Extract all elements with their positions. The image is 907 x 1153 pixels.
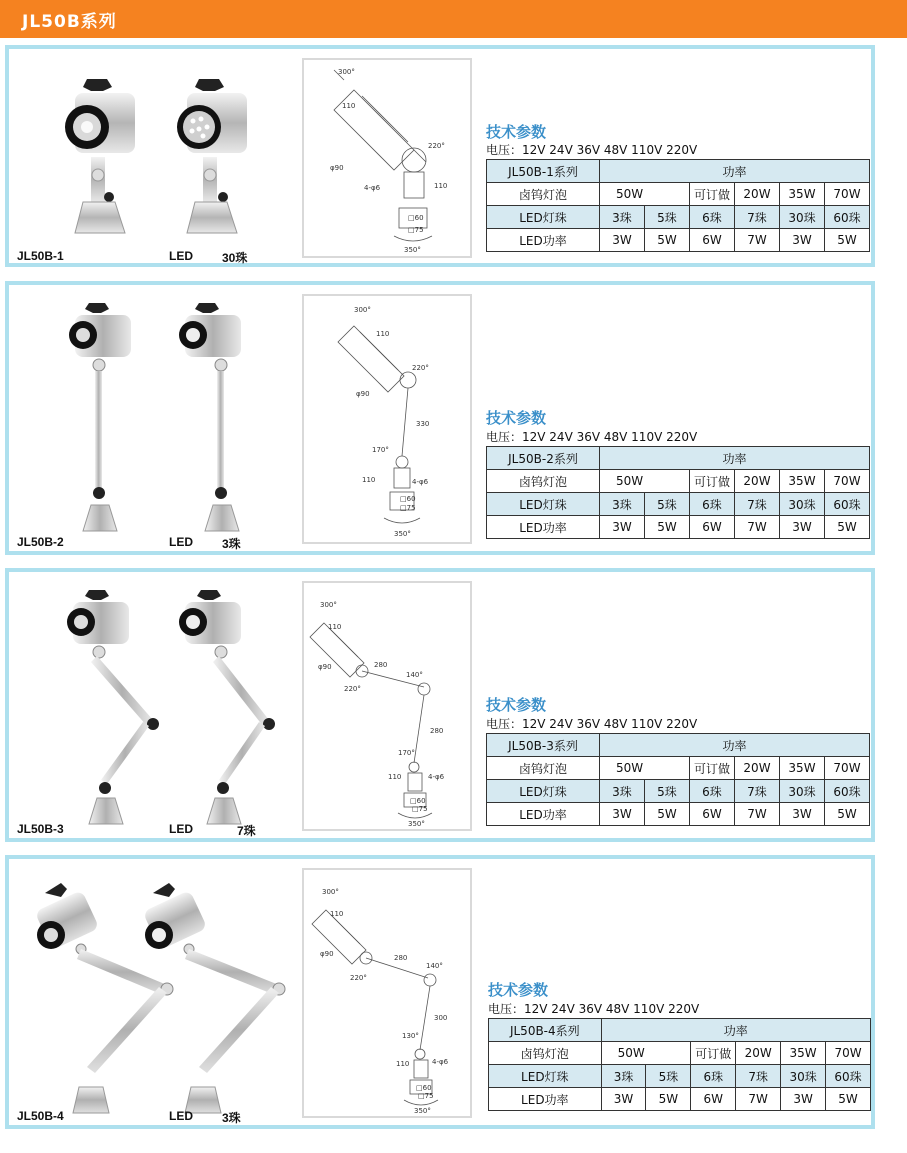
halogen-cell: 20W (735, 183, 780, 206)
svg-text:170°: 170° (372, 446, 389, 454)
svg-text:φ90: φ90 (356, 390, 370, 398)
svg-text:110: 110 (388, 773, 402, 781)
svg-text:300°: 300° (354, 306, 371, 314)
led-power-cell: 5W (825, 516, 870, 539)
svg-text:110: 110 (330, 910, 344, 918)
product-photo (17, 293, 287, 543)
led-beads-cell: 6珠 (690, 493, 735, 516)
svg-text:□60: □60 (400, 495, 416, 503)
led-beads-cell: 7珠 (735, 780, 780, 803)
halogen-cell: 35W (780, 470, 825, 493)
led-power-cell: 3W (600, 516, 645, 539)
svg-text:350°: 350° (408, 820, 425, 828)
led-beads-cell: 6珠 (690, 780, 735, 803)
svg-text:4-φ6: 4-φ6 (432, 1058, 449, 1066)
svg-text:110: 110 (396, 1060, 410, 1068)
svg-text:□75: □75 (418, 1092, 434, 1100)
halogen-cell: 50W (600, 470, 690, 493)
product-panel-jl50b-1 (5, 45, 875, 267)
lamp-led-image (179, 590, 275, 824)
led-power-cell: 7W (735, 803, 780, 826)
led-count-label: 7珠 (237, 824, 256, 838)
dim-110-label: 110 (342, 102, 356, 110)
svg-text:170°: 170° (398, 749, 415, 757)
series-cell: JL50B-3系列 (487, 734, 600, 757)
svg-text:300°: 300° (320, 601, 337, 609)
led-beads-label: LED灯珠 (489, 1065, 602, 1088)
svg-text:220°: 220° (350, 974, 367, 982)
product-photo (17, 580, 287, 830)
svg-text:4-φ6: 4-φ6 (412, 478, 429, 486)
led-beads-cell: 6珠 (690, 206, 735, 229)
led-beads-cell: 3珠 (600, 206, 645, 229)
voltage-text: 电压：12V 24V 36V 48V 110V 220V (486, 717, 698, 731)
led-power-cell: 6W (690, 516, 735, 539)
halogen-label: 卤钨灯泡 (487, 470, 600, 493)
led-beads-cell: 5珠 (645, 493, 690, 516)
svg-text:280: 280 (394, 954, 408, 962)
led-power-label: LED功率 (487, 803, 600, 826)
series-cell: JL50B-1系列 (487, 160, 600, 183)
halogen-cell: 35W (781, 1042, 826, 1065)
lamp-halogen-image (67, 590, 159, 824)
led-power-cell: 3W (780, 803, 825, 826)
led-power-cell: 5W (646, 1088, 691, 1111)
power-header: 功率 (600, 447, 870, 470)
model-label: JL50B-2 (17, 535, 64, 549)
led-power-cell: 3W (601, 1088, 646, 1111)
led-beads-cell: 3珠 (600, 780, 645, 803)
dimension-diagram (302, 294, 472, 544)
halogen-label: 卤钨灯泡 (489, 1042, 602, 1065)
led-beads-cell: 30珠 (780, 493, 825, 516)
led-beads-label: LED灯珠 (487, 493, 600, 516)
lamp-led-image (143, 883, 285, 1113)
svg-text:□75: □75 (412, 805, 428, 813)
led-power-label: LED功率 (489, 1088, 602, 1111)
svg-text:280: 280 (374, 661, 388, 669)
spec-title: 技术参数 (486, 409, 547, 427)
led-power-cell: 3W (780, 516, 825, 539)
led-beads-cell: 7珠 (735, 206, 780, 229)
led-power-cell: 3W (781, 1088, 826, 1111)
svg-text:330: 330 (416, 420, 430, 428)
dimension-diagram (302, 868, 472, 1118)
led-beads-cell: 30珠 (780, 780, 825, 803)
led-beads-cell: 60珠 (826, 1065, 871, 1088)
svg-text:□60: □60 (416, 1084, 432, 1092)
halogen-cell: 70W (826, 1042, 871, 1065)
svg-text:300: 300 (434, 1014, 448, 1022)
led-power-cell: 5W (645, 516, 690, 539)
svg-text:φ90: φ90 (318, 663, 332, 671)
led-label: LED (169, 249, 193, 263)
halogen-cell: 可订做 (690, 183, 735, 206)
spec-table (488, 1018, 871, 1111)
led-power-cell: 3W (780, 229, 825, 252)
voltage-text: 电压：12V 24V 36V 48V 110V 220V (488, 1002, 700, 1016)
dimension-diagram (302, 58, 472, 258)
svg-text:φ90: φ90 (320, 950, 334, 958)
halogen-cell: 35W (780, 183, 825, 206)
power-header: 功率 (600, 734, 870, 757)
svg-text:130°: 130° (402, 1032, 419, 1040)
led-power-cell: 5W (645, 803, 690, 826)
led-beads-cell: 60珠 (825, 493, 870, 516)
spec-table (486, 733, 870, 826)
led-beads-label: LED灯珠 (487, 206, 600, 229)
series-cell: JL50B-2系列 (487, 447, 600, 470)
lamp-halogen-image (69, 303, 131, 531)
led-power-label: LED功率 (487, 516, 600, 539)
dimension-diagram (302, 581, 472, 831)
led-beads-cell: 7珠 (736, 1065, 781, 1088)
angle-350-label: 350° (404, 246, 421, 254)
model-label: JL50B-1 (17, 249, 64, 263)
led-power-cell: 5W (825, 803, 870, 826)
product-panel-jl50b-2 (5, 281, 875, 555)
svg-text:350°: 350° (414, 1107, 431, 1115)
led-count-label: 30珠 (222, 251, 248, 265)
svg-text:220°: 220° (344, 685, 361, 693)
led-label: LED (169, 535, 193, 549)
halogen-cell: 50W (601, 1042, 691, 1065)
model-label: JL50B-4 (17, 1109, 64, 1123)
led-power-cell: 6W (690, 229, 735, 252)
svg-text:□60: □60 (410, 797, 426, 805)
power-header: 功率 (601, 1019, 870, 1042)
dim-110b-label: 110 (434, 182, 448, 190)
led-power-cell: 3W (600, 803, 645, 826)
halogen-cell: 50W (600, 757, 690, 780)
halogen-label: 卤钨灯泡 (487, 183, 600, 206)
led-power-cell: 3W (600, 229, 645, 252)
led-power-cell: 6W (690, 803, 735, 826)
led-beads-cell: 30珠 (780, 206, 825, 229)
product-photo (17, 867, 287, 1117)
spec-title: 技术参数 (486, 123, 547, 141)
halogen-cell: 50W (600, 183, 690, 206)
voltage-text: 电压：12V 24V 36V 48V 110V 220V (486, 430, 698, 444)
dim-90-label: φ90 (330, 164, 344, 172)
halogen-cell: 70W (825, 470, 870, 493)
svg-text:110: 110 (362, 476, 376, 484)
led-count-label: 3珠 (222, 1111, 241, 1125)
spec-table (486, 159, 870, 252)
svg-text:220°: 220° (412, 364, 429, 372)
product-panel-jl50b-4 (5, 855, 875, 1129)
svg-text:□75: □75 (400, 504, 416, 512)
holes-label: 4-φ6 (364, 184, 381, 192)
product-panel-jl50b-3 (5, 568, 875, 842)
led-beads-cell: 3珠 (600, 493, 645, 516)
lamp-led-image (177, 79, 247, 233)
led-beads-cell: 60珠 (825, 780, 870, 803)
led-label: LED (169, 822, 193, 836)
svg-text:140°: 140° (426, 962, 443, 970)
svg-text:4-φ6: 4-φ6 (428, 773, 445, 781)
series-cell: JL50B-4系列 (489, 1019, 602, 1042)
led-power-label: LED功率 (487, 229, 600, 252)
led-power-cell: 6W (691, 1088, 736, 1111)
led-power-cell: 5W (826, 1088, 871, 1111)
svg-text:350°: 350° (394, 530, 411, 538)
led-power-cell: 7W (735, 229, 780, 252)
halogen-cell: 可订做 (691, 1042, 736, 1065)
led-beads-cell: 5珠 (645, 780, 690, 803)
spec-table (486, 446, 870, 539)
spec-title: 技术参数 (486, 696, 547, 714)
page-header (0, 0, 907, 38)
led-beads-cell: 5珠 (645, 206, 690, 229)
halogen-cell: 可订做 (690, 757, 735, 780)
svg-text:300°: 300° (322, 888, 339, 896)
led-beads-cell: 6珠 (691, 1065, 736, 1088)
svg-text:110: 110 (328, 623, 342, 631)
led-power-cell: 7W (735, 516, 780, 539)
led-beads-cell: 30珠 (781, 1065, 826, 1088)
halogen-cell: 20W (735, 757, 780, 780)
svg-text:110: 110 (376, 330, 390, 338)
sq-60-label: □60 (408, 214, 424, 222)
product-photo (17, 57, 287, 257)
led-power-cell: 5W (825, 229, 870, 252)
halogen-cell: 可订做 (690, 470, 735, 493)
led-beads-cell: 3珠 (601, 1065, 646, 1088)
svg-text:140°: 140° (406, 671, 423, 679)
voltage-text: 电压：12V 24V 36V 48V 110V 220V (486, 143, 698, 157)
halogen-cell: 70W (825, 183, 870, 206)
angle-300-label: 300° (338, 68, 355, 76)
page-title: JL50B系列 (22, 12, 117, 32)
led-beads-label: LED灯珠 (487, 780, 600, 803)
halogen-label: 卤钨灯泡 (487, 757, 600, 780)
halogen-cell: 20W (735, 470, 780, 493)
led-power-cell: 7W (736, 1088, 781, 1111)
svg-text:280: 280 (430, 727, 444, 735)
led-power-cell: 5W (645, 229, 690, 252)
led-beads-cell: 60珠 (825, 206, 870, 229)
lamp-halogen-image (65, 79, 135, 233)
led-beads-cell: 5珠 (646, 1065, 691, 1088)
led-label: LED (169, 1109, 193, 1123)
halogen-cell: 20W (736, 1042, 781, 1065)
model-label: JL50B-3 (17, 822, 64, 836)
led-beads-cell: 7珠 (735, 493, 780, 516)
power-header: 功率 (600, 160, 870, 183)
led-count-label: 3珠 (222, 537, 241, 551)
sq-75-label: □75 (408, 226, 424, 234)
halogen-cell: 70W (825, 757, 870, 780)
spec-title: 技术参数 (488, 981, 549, 999)
angle-220-label: 220° (428, 142, 445, 150)
halogen-cell: 35W (780, 757, 825, 780)
lamp-led-image (179, 303, 241, 531)
